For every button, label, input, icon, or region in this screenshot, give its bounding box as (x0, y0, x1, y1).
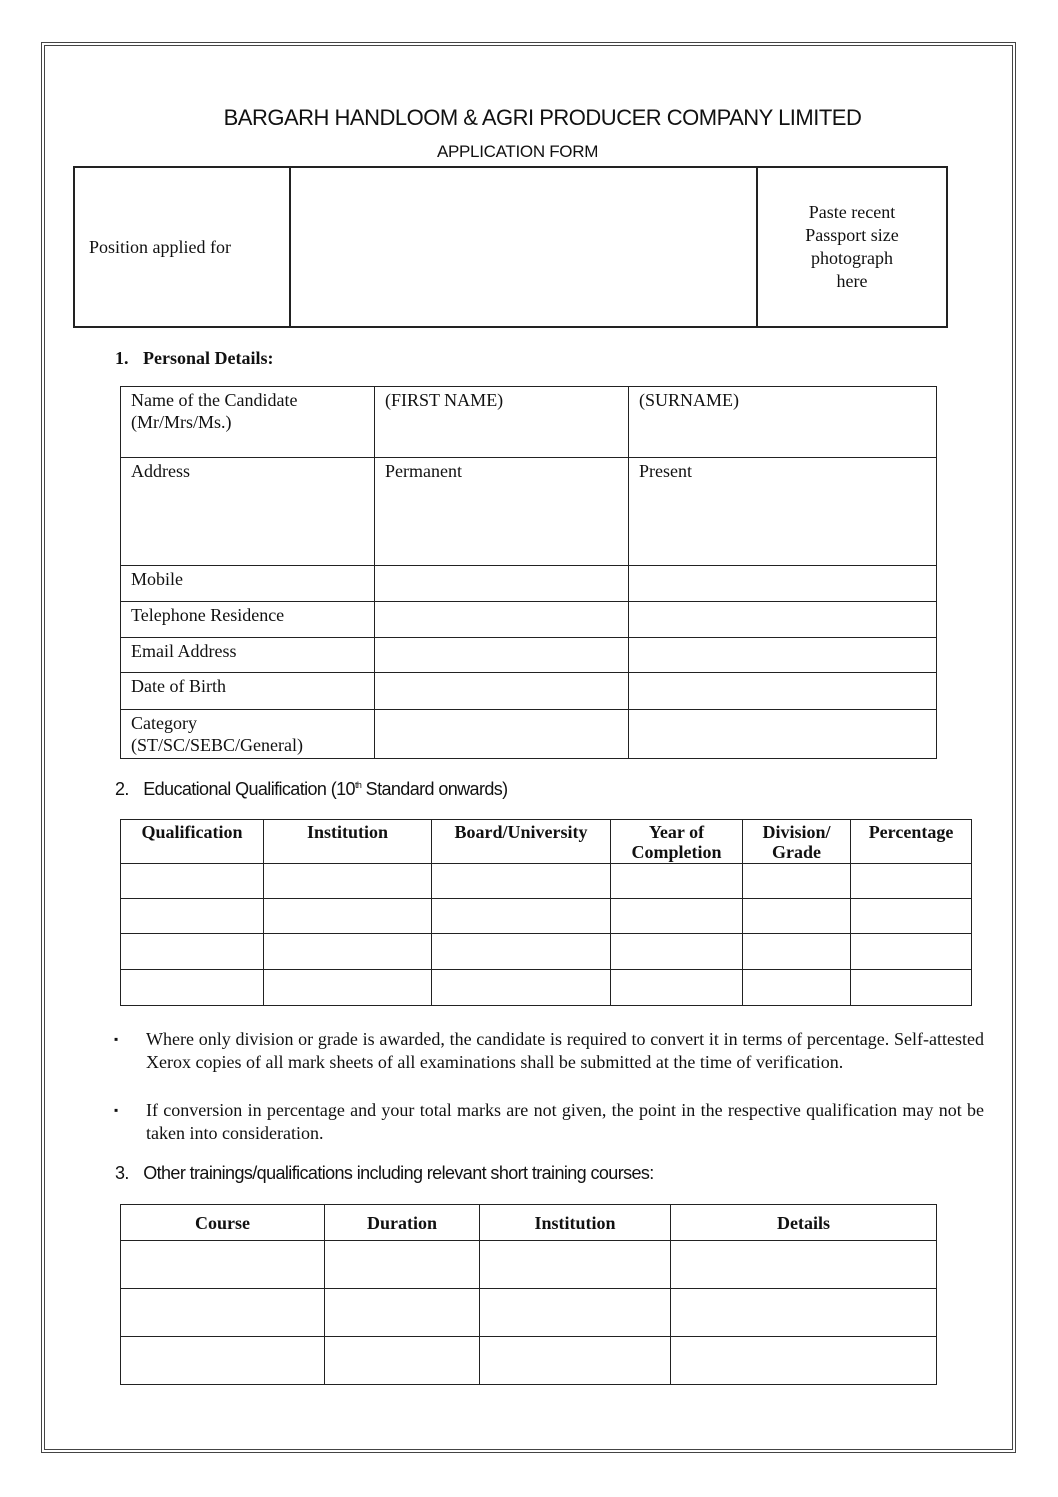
section-3-heading (115, 1163, 654, 1184)
table-cell[interactable] (743, 970, 851, 1006)
mobile-label: Mobile (121, 566, 375, 602)
table-cell[interactable] (121, 934, 264, 970)
mobile-input-cell-2[interactable] (629, 566, 937, 602)
category-input-cell-2[interactable] (629, 710, 937, 759)
other-trainings-table (120, 1204, 937, 1385)
section-number: 1. (115, 348, 129, 368)
name-label-line: Name of the Candidate (131, 390, 298, 410)
first-name-cell[interactable]: (FIRST NAME) (375, 387, 629, 458)
table-cell[interactable] (851, 899, 972, 934)
col-details: Details (671, 1205, 937, 1241)
col-duration: Duration (325, 1205, 480, 1241)
col-qualification: Qualification (121, 820, 264, 864)
note-item (114, 1028, 984, 1074)
table-cell[interactable] (325, 1241, 480, 1289)
telephone-label: Telephone Residence (121, 602, 375, 638)
photo-box[interactable] (757, 167, 947, 327)
dob-label: Date of Birth (121, 673, 375, 710)
table-cell[interactable] (480, 1241, 671, 1289)
category-input-cell[interactable] (375, 710, 629, 759)
table-cell[interactable] (264, 970, 432, 1006)
section-number: 3. (115, 1163, 129, 1183)
telephone-input-cell[interactable] (375, 602, 629, 638)
table-cell[interactable] (611, 934, 743, 970)
position-table (73, 166, 948, 328)
photo-line: here (836, 271, 868, 291)
photo-line: Paste recent (808, 202, 896, 222)
table-cell[interactable] (432, 864, 611, 899)
table-cell[interactable] (325, 1289, 480, 1337)
email-input-cell-2[interactable] (629, 638, 937, 673)
col-institution: Institution (264, 820, 432, 864)
col-percentage: Percentage (851, 820, 972, 864)
position-input-cell[interactable] (290, 167, 757, 327)
section-title-post: Standard onwards) (361, 779, 508, 799)
table-cell[interactable] (480, 1289, 671, 1337)
permanent-address-cell[interactable]: Permanent (375, 458, 629, 566)
table-cell[interactable] (121, 1289, 325, 1337)
company-title: BARGARH HANDLOOM & AGRI PRODUCER COMPANY LIMITED (223, 105, 862, 130)
col-board: Board/University (432, 820, 611, 864)
col-year: Year of Completion (611, 820, 743, 864)
table-cell[interactable] (671, 1241, 937, 1289)
address-label: Address (121, 458, 375, 566)
name-label-line: (Mr/Mrs/Ms.) (131, 412, 232, 432)
table-cell[interactable] (121, 864, 264, 899)
table-cell[interactable] (480, 1337, 671, 1385)
table-cell[interactable] (325, 1337, 480, 1385)
section-number: 2. (115, 779, 129, 799)
email-input-cell[interactable] (375, 638, 629, 673)
table-cell[interactable] (264, 899, 432, 934)
section-title-pre: Educational Qualification (10 (143, 779, 355, 799)
table-cell[interactable] (121, 970, 264, 1006)
section-title: Personal Details: (143, 348, 274, 368)
table-cell[interactable] (743, 899, 851, 934)
category-label-line: Category (131, 713, 197, 733)
table-cell[interactable] (432, 970, 611, 1006)
email-label: Email Address (121, 638, 375, 673)
col-course: Course (121, 1205, 325, 1241)
dob-input-cell[interactable] (375, 673, 629, 710)
table-cell[interactable] (121, 1337, 325, 1385)
table-cell[interactable] (743, 864, 851, 899)
table-cell[interactable] (851, 864, 972, 899)
mobile-input-cell[interactable] (375, 566, 629, 602)
personal-details-table (120, 386, 937, 759)
form-title: APPLICATION FORM (436, 142, 599, 161)
dob-input-cell-2[interactable] (629, 673, 937, 710)
photo-line: photograph (811, 248, 893, 268)
note-text: Where only division or grade is awarded, the candidate is required to convert it in terms of percentage. Self-attested Xerox copies of all mark sheets of all examinations shall be submitted at the time of verification. (146, 1029, 984, 1072)
bullet-icon: ▪ (114, 1032, 119, 1046)
section-title-sup: th (354, 780, 362, 790)
table-cell[interactable] (671, 1337, 937, 1385)
table-cell[interactable] (432, 899, 611, 934)
bullet-icon: ▪ (114, 1103, 119, 1117)
table-cell[interactable] (264, 934, 432, 970)
table-cell[interactable] (671, 1289, 937, 1337)
section-title: Other trainings/qualifications including relevant short training courses: (143, 1163, 654, 1183)
telephone-input-cell-2[interactable] (629, 602, 937, 638)
table-cell[interactable] (121, 899, 264, 934)
table-cell[interactable] (611, 970, 743, 1006)
table-cell[interactable] (121, 1241, 325, 1289)
col-division: Division/ Grade (743, 820, 851, 864)
note-item (114, 1099, 984, 1145)
table-cell[interactable] (611, 864, 743, 899)
category-label-line: (ST/SC/SEBC/General) (131, 735, 303, 755)
table-cell[interactable] (264, 864, 432, 899)
table-cell[interactable] (611, 899, 743, 934)
note-text: If conversion in percentage and your total marks are not given, the point in the respective qualification may not be taken into consideration. (146, 1100, 984, 1143)
section-1-heading (115, 348, 273, 369)
photo-line: Passport size (805, 225, 899, 245)
education-table (120, 819, 972, 1006)
section-2-heading (115, 779, 508, 800)
surname-cell[interactable]: (SURNAME) (629, 387, 937, 458)
table-cell[interactable] (851, 934, 972, 970)
table-cell[interactable] (432, 934, 611, 970)
table-cell[interactable] (743, 934, 851, 970)
table-cell[interactable] (851, 970, 972, 1006)
present-address-cell[interactable]: Present (629, 458, 937, 566)
name-label (121, 387, 375, 458)
category-label (121, 710, 375, 759)
position-label: Position applied for (74, 167, 290, 327)
col-institution: Institution (480, 1205, 671, 1241)
